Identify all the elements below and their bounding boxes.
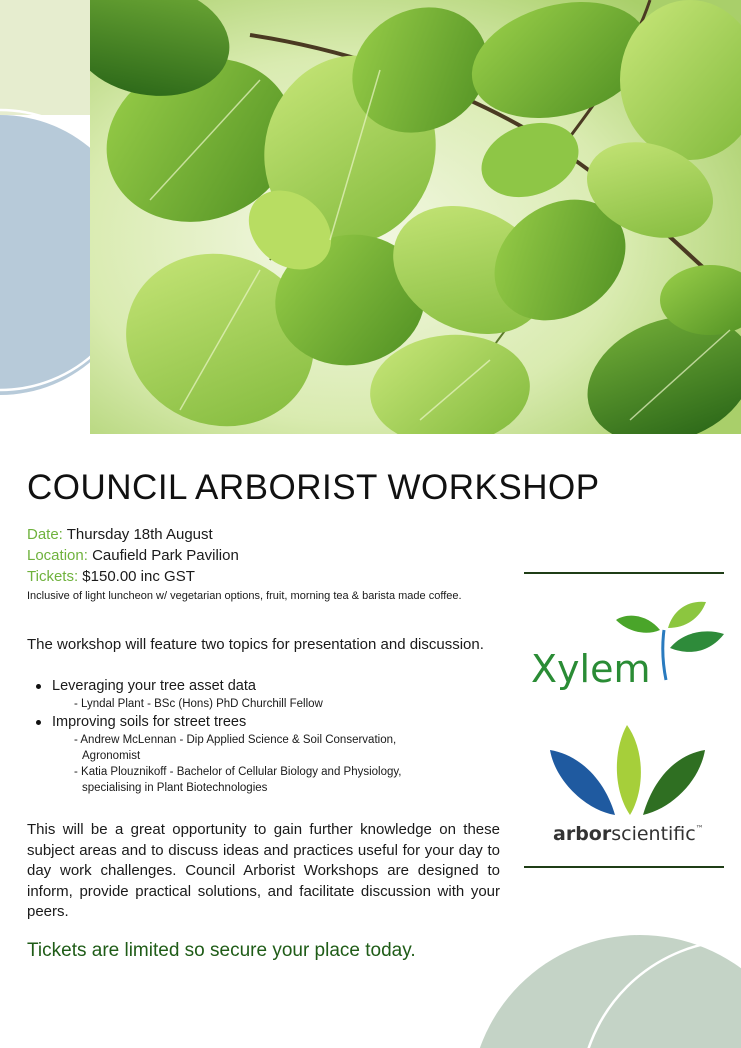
arborscientific-logo <box>545 720 715 850</box>
topic-item: Leveraging your tree asset data <box>27 676 500 696</box>
arbor-bold-text: arbor <box>553 823 612 845</box>
topic-item: Improving soils for street trees <box>27 712 500 732</box>
arbor-leaf-green-icon <box>643 750 705 815</box>
inclusions-note: Inclusive of light luncheon w/ vegetarian options, fruit, morning tea & barista made coffee. <box>27 590 462 602</box>
call-to-action: Tickets are limited so secure your place today. <box>27 940 416 961</box>
tickets-value: $150.00 inc GST <box>82 568 195 585</box>
arbor-tm-text: ™ <box>695 824 704 833</box>
arbor-leaf-lime-icon <box>617 725 641 815</box>
speaker-name: - Andrew McLennan - Dip Applied Science & Soil Conservation, <box>74 734 397 746</box>
hero-leaves-image <box>90 0 741 434</box>
speaker-name: - Lyndal Plant - BSc (Hons) PhD Churchill Fellow <box>74 698 323 710</box>
topics-list <box>27 676 500 796</box>
xylem-leaf-left-icon <box>616 616 660 633</box>
tickets-row <box>27 566 502 587</box>
xylem-leaf-top-icon <box>668 602 706 628</box>
arborscientific-wordmark <box>553 823 704 845</box>
date-row <box>27 524 502 545</box>
speaker-name: - Katia Plouznikoff - Bachelor of Cellular Biology and Physiology, <box>74 766 402 778</box>
arbor-leaf-blue-icon <box>550 750 615 815</box>
xylem-leaf-right-icon <box>670 631 724 652</box>
date-label: Date: <box>27 526 63 543</box>
tickets-label: Tickets: <box>27 568 79 585</box>
xylem-logo <box>528 590 728 690</box>
location-value: Caufield Park Pavilion <box>92 547 239 564</box>
speaker-line <box>37 764 500 796</box>
date-value: Thursday 18th August <box>66 526 213 543</box>
closing-paragraph: This will be a great opportunity to gain further knowledge on these subject areas and to discuss ideas and practices useful for your day to day work challenges. Council Arborist Workshops are designed to inform, provide practical solutions, and facilitate discussion with your peers. <box>27 821 500 920</box>
location-label: Location: <box>27 547 88 564</box>
page-title: COUNCIL ARBORIST WORKSHOP <box>27 468 600 507</box>
sponsor-divider-top <box>524 572 724 574</box>
intro-paragraph: The workshop will feature two topics for presentation and discussion. <box>27 636 484 653</box>
xylem-wordmark: Xylem <box>531 647 651 690</box>
speaker-line <box>37 732 500 764</box>
location-row <box>27 545 502 566</box>
speaker-line <box>37 696 500 712</box>
arbor-light-text: scientific <box>611 823 696 845</box>
speaker-credential: specialising in Plant Biotechnologies <box>82 782 268 794</box>
decorative-circles-bottom <box>440 930 741 1048</box>
sponsor-divider-bottom <box>524 866 724 868</box>
speaker-credential: Agronomist <box>82 750 141 762</box>
event-details <box>27 524 502 603</box>
